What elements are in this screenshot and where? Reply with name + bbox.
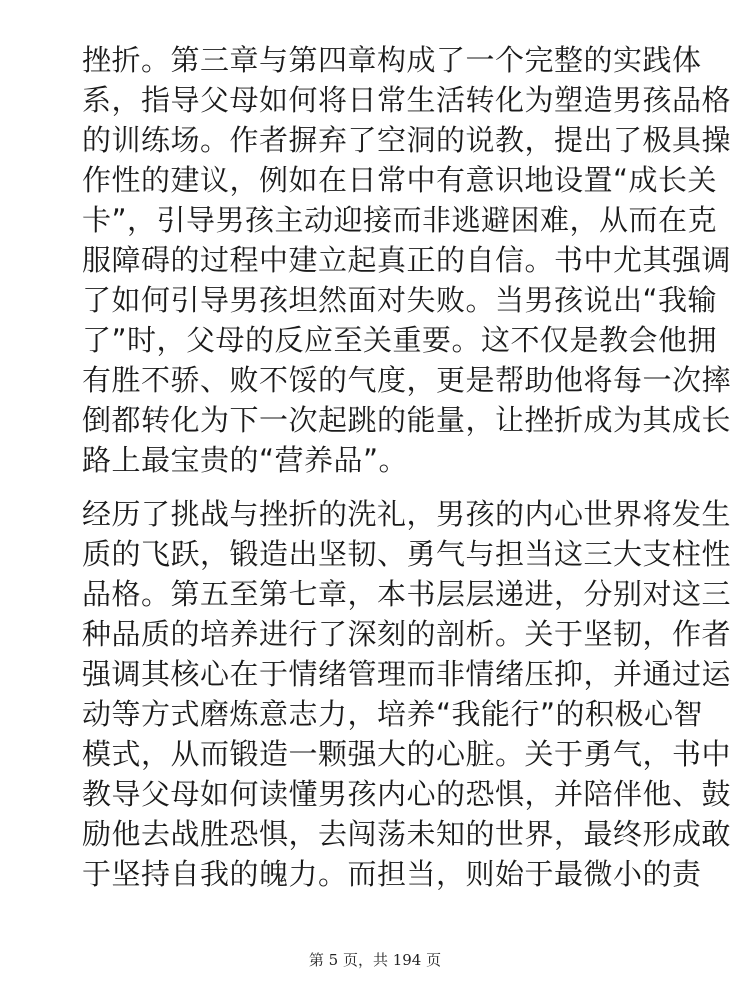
paragraph-spacer — [82, 480, 682, 494]
text-line: 系，指导父母如何将日常生活转化为塑造男孩品格 — [82, 83, 732, 117]
text-line: 作性的建议，例如在日常中有意识地设置“成长关 — [82, 163, 718, 197]
text-line: 种品质的培养进行了深刻的剖析。关于坚韧，作者 — [82, 617, 732, 651]
text-line: 了”时，父母的反应至关重要。这不仅是教会他拥 — [82, 323, 718, 357]
text-line: 强调其核心在于情绪管理而非情绪压抑，并通过运 — [82, 657, 732, 691]
text-line: 挫折。第三章与第四章构成了一个完整的实践体 — [82, 43, 702, 77]
text-line: 经历了挑战与挫折的洗礼，男孩的内心世界将发生 — [82, 497, 732, 531]
page-number-footer: 第 5 页，共 194 页 — [308, 951, 442, 969]
text-line: 励他去战胜恐惧，去闯荡未知的世界，最终形成敢 — [82, 817, 732, 851]
text-line: 路上最宝贵的“营养品”。 — [82, 443, 409, 477]
text-line: 有胜不骄、败不馁的气度，更是帮助他将每一次摔 — [82, 363, 732, 397]
body-text — [82, 40, 732, 894]
text-line: 的训练场。作者摒弃了空洞的说教，提出了极具操 — [82, 123, 732, 157]
text-line: 了如何引导男孩坦然面对失败。当男孩说出“我输 — [82, 283, 718, 317]
text-line: 动等方式磨炼意志力，培养“我能行”的积极心智 — [82, 697, 704, 731]
text-line: 倒都转化为下一次起跳的能量，让挫折成为其成长 — [82, 403, 732, 437]
text-line: 模式，从而锻造一颗强大的心脏。关于勇气，书中 — [82, 737, 732, 771]
text-line: 质的飞跃，锻造出坚韧、勇气与担当这三大支柱性 — [82, 537, 732, 571]
paragraph-1 — [82, 40, 732, 480]
text-line: 教导父母如何读懂男孩内心的恐惧，并陪伴他、鼓 — [82, 777, 732, 811]
text-line: 品格。第五至第七章，本书层层递进，分别对这三 — [82, 577, 732, 611]
text-line: 卡”，引导男孩主动迎接而非逃避困难，从而在克 — [82, 203, 718, 237]
text-line: 服障碍的过程中建立起真正的自信。书中尤其强调 — [82, 243, 732, 277]
text-line: 于坚持自我的魄力。而担当，则始于最微小的责 — [82, 857, 702, 891]
paragraph-2 — [82, 494, 732, 894]
